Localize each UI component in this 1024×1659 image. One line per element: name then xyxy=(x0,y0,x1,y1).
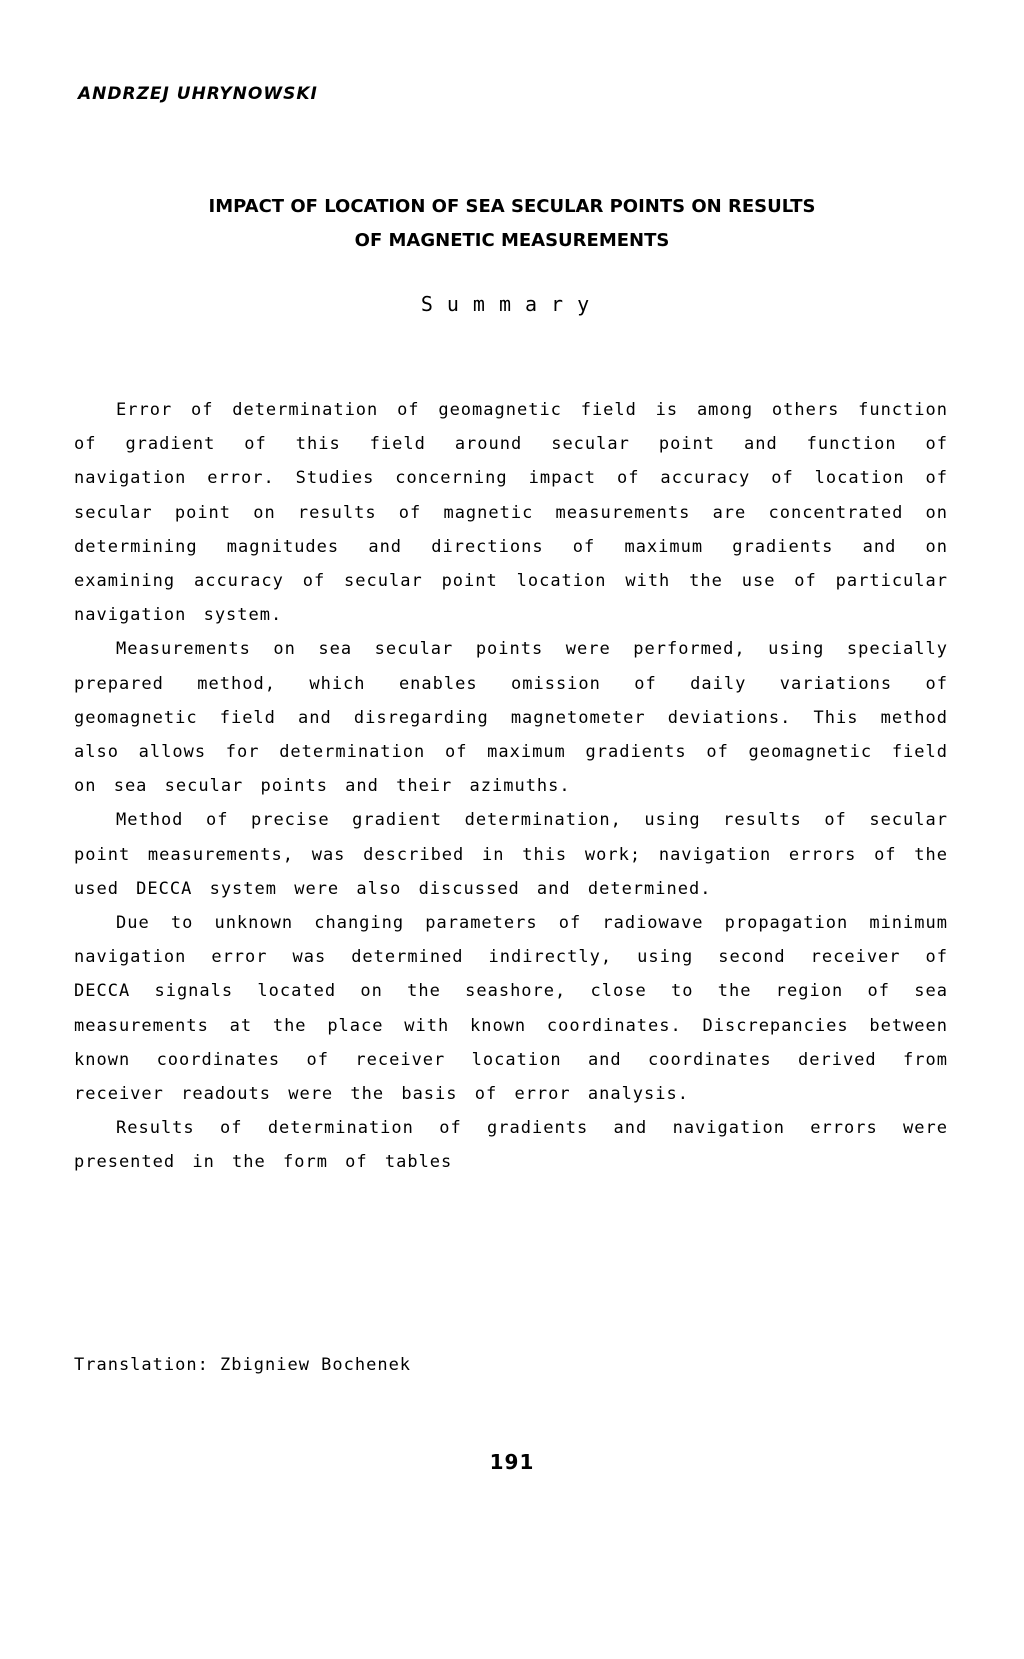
translation-credit: Translation: Zbigniew Bochenek xyxy=(74,1355,412,1375)
author-name: ANDRZEJ UHRYNOWSKI xyxy=(78,84,318,104)
summary-heading: Summary xyxy=(420,292,604,316)
paragraph: Due to unknown changing parameters of radiowave propagation minimum navigation error was determined indirectly, using second receiver of DECCA signals located on the seashore, close to the region of sea measurements at the place with known coordinates. Discrepancies between known coordinates of receiver location and coordinates derived from receiver readouts were the basis of error analysis. xyxy=(74,913,948,1105)
paragraph: Error of determination of geomagnetic field is among others function of gradient of this field around secular point and function of navigation error. Studies concerning impact of accuracy of location of secular point on results of magnetic measurements are concentrated on determining magnitudes and directions of maximum gradients and on examining accuracy of secular point location with the use of particular navigation system. xyxy=(74,400,948,626)
summary-body xyxy=(74,393,948,1180)
page-number: 191 xyxy=(489,1450,535,1474)
title-line-2: OF MAGNETIC MEASUREMENTS xyxy=(354,230,670,251)
article-title xyxy=(0,190,1024,258)
paragraph: Measurements on sea secular points were performed, using specially prepared method, which enables omission of daily variations of geomagnetic field and disregarding magnetometer deviations. This method also allows for determination of maximum gradients of geomagnetic field on sea secular points and their azimuths. xyxy=(74,639,948,797)
paragraph: Results of determination of gradients and navigation errors were presented in the form of tables xyxy=(74,1118,948,1173)
title-line-1: IMPACT OF LOCATION OF SEA SECULAR POINTS ON RESULTS xyxy=(208,196,816,217)
paragraph: Method of precise gradient determination, using results of secular point measurements, was described in this work; navigation errors of the used DECCA system were also discussed and determined. xyxy=(74,810,948,899)
